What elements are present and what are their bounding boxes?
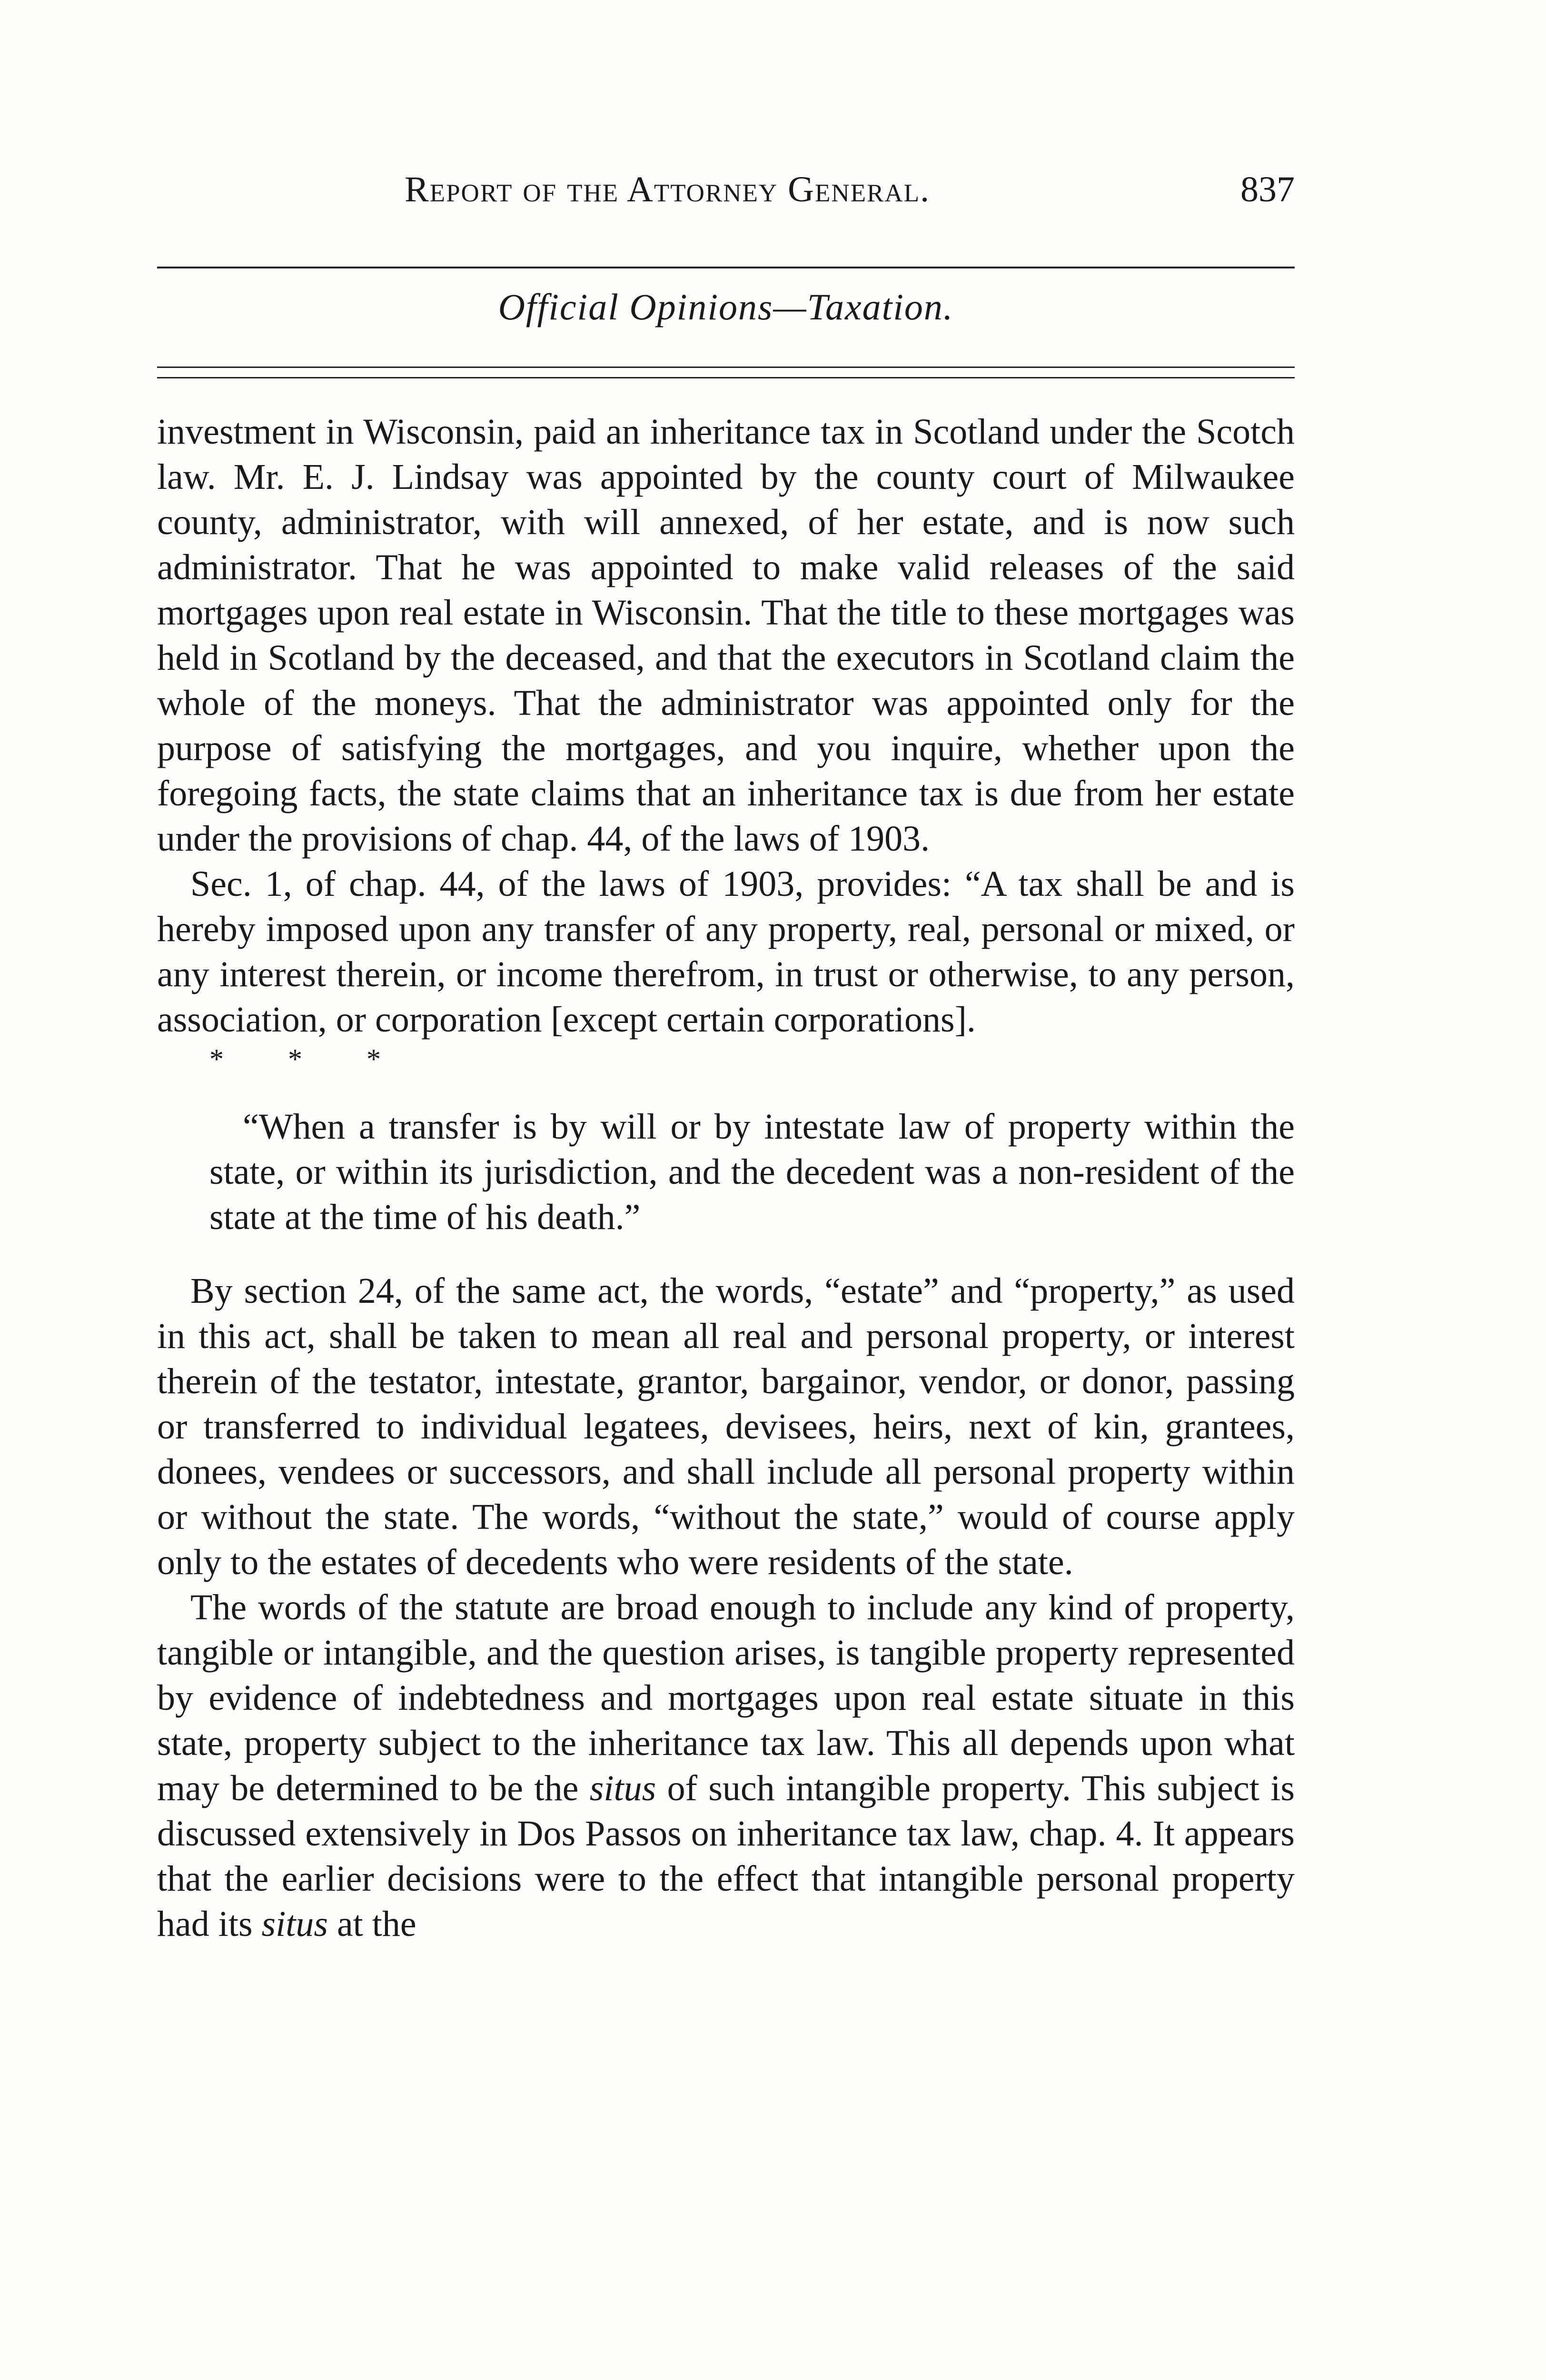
section-rule-lower [157, 377, 1295, 378]
ellipsis-asterisks: * * * [209, 1043, 409, 1075]
page-header [157, 169, 1295, 221]
paragraph-4-part-b: of such intangible property. This subject is discussed extensively in Dos Passos on inheritance tax law, chap. 4. It appears that the earlier decisions were to the effect that intangible personal property had its [157, 1768, 1295, 1944]
section-rule-upper [157, 367, 1295, 368]
paragraph-4 [157, 1585, 1295, 1947]
section-title: Official Opinions—Taxation. [498, 286, 954, 327]
running-head: Report of the Attorney General. [405, 169, 931, 209]
statute-quote-2: “When a transfer is by will or by intestate law of property within the state, or within its jurisdiction, and the decedent was a non-resident of the state at the time of his death.” [209, 1107, 1295, 1237]
paragraph-3: By section 24, of the same act, the words, “estate” and “property,” as used in this act, shall be taken to mean all real and personal property, or interest therein of the testator, intestate, grantor, bargainor, vendor, or donor, passing or transferred to individual legatees, devisees, heirs, next of kin, grantees, donees, vendees or successors, and shall include all personal property within or without the state. The words, “without the state,” would of course apply only to the estates of decedents who were residents of the state. [157, 1271, 1295, 1582]
statute-quote-1: Sec. 1, of chap. 44, of the laws of 1903, provides: “A tax shall be and is hereby imposed upon any transfer of any property, real, personal or mixed, or any interest therein, or income therefrom, in trust or otherwise, to any person, association, or corporation [except certain corporations]. [157, 864, 1295, 1040]
paragraph-4-part-c: at the [327, 1904, 416, 1944]
situs-term-2: situs [261, 1904, 328, 1944]
body-text [157, 409, 1295, 1947]
page-number: 837 [1240, 169, 1295, 209]
situs-term-1: situs [589, 1768, 656, 1808]
paragraph-4-part-a: The words of the statute are broad enough to include any kind of property, tangible or intangible, and the question arises, is tangible property represented by evidence of indebtedness and mortgages upon real estate situate in this state, property subject to the inheritance tax law. This all depends upon what may be determined to be the [157, 1587, 1295, 1808]
paragraph-1: investment in Wisconsin, paid an inheritance tax in Scotland under the Scotch law. Mr. E. J. Lindsay was appointed by the county court of Milwaukee county, administrator, with will annexed, of her estate, and is now such administrator. That he was appointed to make valid releases of the said mortgages upon real estate in Wisconsin. That the title to these mortgages was held in Scotland by the deceased, and that the executors in Scotland claim the whole of the moneys. That the administrator was appointed only for the purpose of satisfying the mortgages, and you inquire, whether upon the foregoing facts, the state claims that an inheritance tax is due from her estate under the provisions of chap. 44, of the laws of 1903. [157, 412, 1295, 859]
header-rule [157, 267, 1295, 268]
